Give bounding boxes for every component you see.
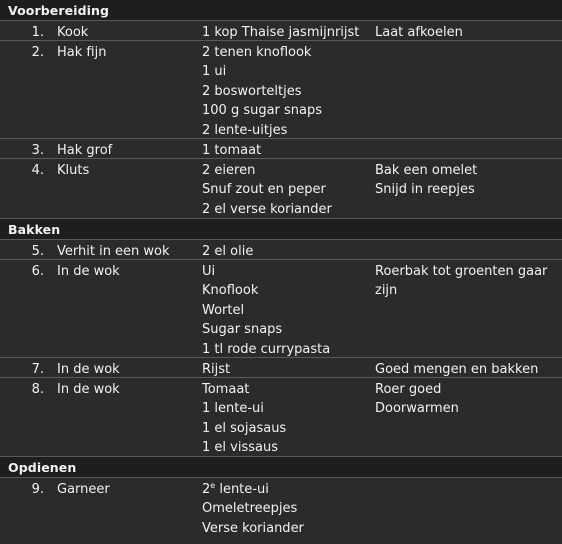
step-ingredients [202,23,359,42]
step-number: 6. [31,264,44,279]
ingredient: 1 el sojasaus [202,420,287,436]
table-row [0,478,562,538]
step-ingredients [202,480,304,538]
step-number: 5. [31,244,44,259]
ingredient: 2 tenen knoflook [202,45,312,60]
table-row [0,378,562,456]
step-action: In de wok [57,362,120,377]
note: Bak een omelet [375,163,478,178]
note: Roerbak tot groenten gaar zijn [375,264,548,299]
ingredient: Rijst [202,362,231,377]
ingredient: 2 lente-uitjes [202,122,288,138]
step-ingredients [202,43,322,140]
ingredient: Ui [202,264,216,279]
step-action: Hak fijn [57,45,107,60]
step-notes [375,380,459,419]
step-notes [375,360,538,379]
note: Roer goed [375,382,442,397]
ingredient: Knoflook [202,283,259,299]
ingredient: 1 kop Thaise jasmijnrijst [202,25,360,40]
step-ingredients [202,141,261,160]
table-row [0,139,562,159]
ingredient: 2e lente-ui [202,481,269,497]
step-notes [375,161,477,200]
table-row [0,358,562,378]
step-number: 7. [31,362,44,377]
step-action: In de wok [57,264,120,279]
ingredient: 2 bosworteltjes [202,83,302,99]
note: Doorwarmen [375,401,459,417]
table-row [0,41,562,139]
ingredient: 1 ui [202,64,227,80]
section-title: Bakken [8,222,61,237]
note: Goed mengen en bakken [375,362,539,377]
step-notes [375,262,557,301]
step-number: 8. [31,382,44,397]
ingredient: Tomaat [202,382,250,397]
step-ingredients [202,161,332,219]
table-row [0,21,562,41]
ingredient: 1 tl rode currypasta [202,341,331,357]
step-ingredients [202,380,286,458]
ingredient: 2 el olie [202,244,254,259]
step-ingredients [202,360,230,379]
step-number: 2. [31,45,44,60]
section-header-voorbereiding [0,0,562,21]
step-number: 3. [31,143,44,158]
step-ingredients [202,242,253,261]
table-row [0,159,562,218]
ingredient: 2 eieren [202,163,256,178]
step-number: 9. [31,482,44,497]
step-action: In de wok [57,382,120,397]
step-notes [375,23,463,42]
section-title: Opdienen [8,460,77,475]
table-row [0,240,562,260]
ingredient: 100 g sugar snaps [202,103,323,119]
step-action: Kluts [57,163,90,178]
ingredient: Sugar snaps [202,322,283,338]
ingredient: Snuf zout en peper [202,182,326,198]
ingredient: 1 lente-ui [202,401,264,417]
ingredient: Verse koriander [202,520,304,536]
step-action: Hak grof [57,143,113,158]
step-action: Kook [57,25,89,40]
step-action: Verhit in een wok [57,244,170,259]
step-number: 4. [31,163,44,178]
note: Snijd in reepjes [375,182,475,198]
ingredient: Wortel [202,302,245,318]
ingredient: 1 tomaat [202,143,262,158]
section-header-bakken [0,218,562,240]
step-number: 1. [31,25,44,40]
step-ingredients [202,262,330,359]
section-header-opdienen [0,456,562,478]
table-row [0,260,562,358]
ingredient: 2 el verse koriander [202,201,332,217]
section-title: Voorbereiding [8,3,110,18]
note: Laat afkoelen [375,25,463,40]
ingredient: 1 el vissaus [202,440,278,456]
ingredient: Omeletreepjes [202,501,298,517]
step-action: Garneer [57,482,110,497]
